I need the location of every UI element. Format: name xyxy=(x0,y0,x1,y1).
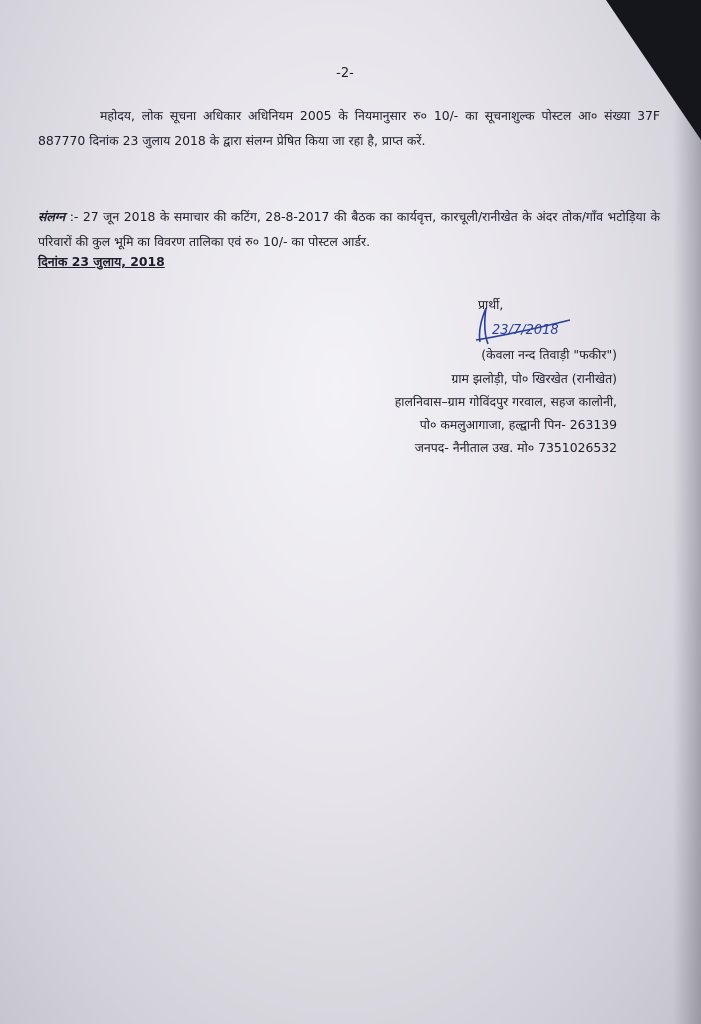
page-edge-shadow xyxy=(673,0,701,1024)
enclosure-label: संलग्न xyxy=(38,209,66,224)
salutation: प्रार्थी, xyxy=(478,297,504,312)
body-paragraph: महोदय, लोक सूचना अधिकार अधिनियम 2005 के नियमानुसार रु० 10/- का सूचनाशुल्क पोस्टल आ० संख्या 37F 887770 दिनांक 23 जुलाय 2018 के द्वारा संलग्न प्रेषित किया जा रहा है, प्राप्त करें. xyxy=(38,108,660,148)
letter-date: दिनांक 23 जुलाय, 2018 xyxy=(38,254,165,269)
signature-date: 23/7/2018 xyxy=(492,323,559,338)
enclosure-text: :- 27 जून 2018 के समाचार की कटिंग, 28-8-2017 की बैठक का कार्यवृत्त, कारचूली/रानीखेत के अंदर तोक/गाँव भटोड़िया के परिवारों की कुल भूमि का विवरण तालिका एवं रु० 10/- का पोस्टल आर्डर. xyxy=(38,209,660,249)
address-line-2: हालनिवास–ग्राम गोविंदपुर गरवाल, सहज कालोनी, xyxy=(394,394,617,409)
enclosure-paragraph xyxy=(38,204,660,254)
handwritten-signature xyxy=(470,300,580,350)
sender-name: (केवला नन्द तिवाड़ी "फकीर") xyxy=(481,347,617,362)
address-line-3: पो० कमलुआगाजा, हल्द्वानी पिन- 263139 xyxy=(419,417,617,432)
address-line-1: ग्राम झलोड़ी, पो० खिरखेत (रानीखेत) xyxy=(451,371,617,386)
address-line-4: जनपद- नैनीताल उख. मो० 7351026532 xyxy=(414,440,617,455)
page-number: -2- xyxy=(336,66,354,81)
